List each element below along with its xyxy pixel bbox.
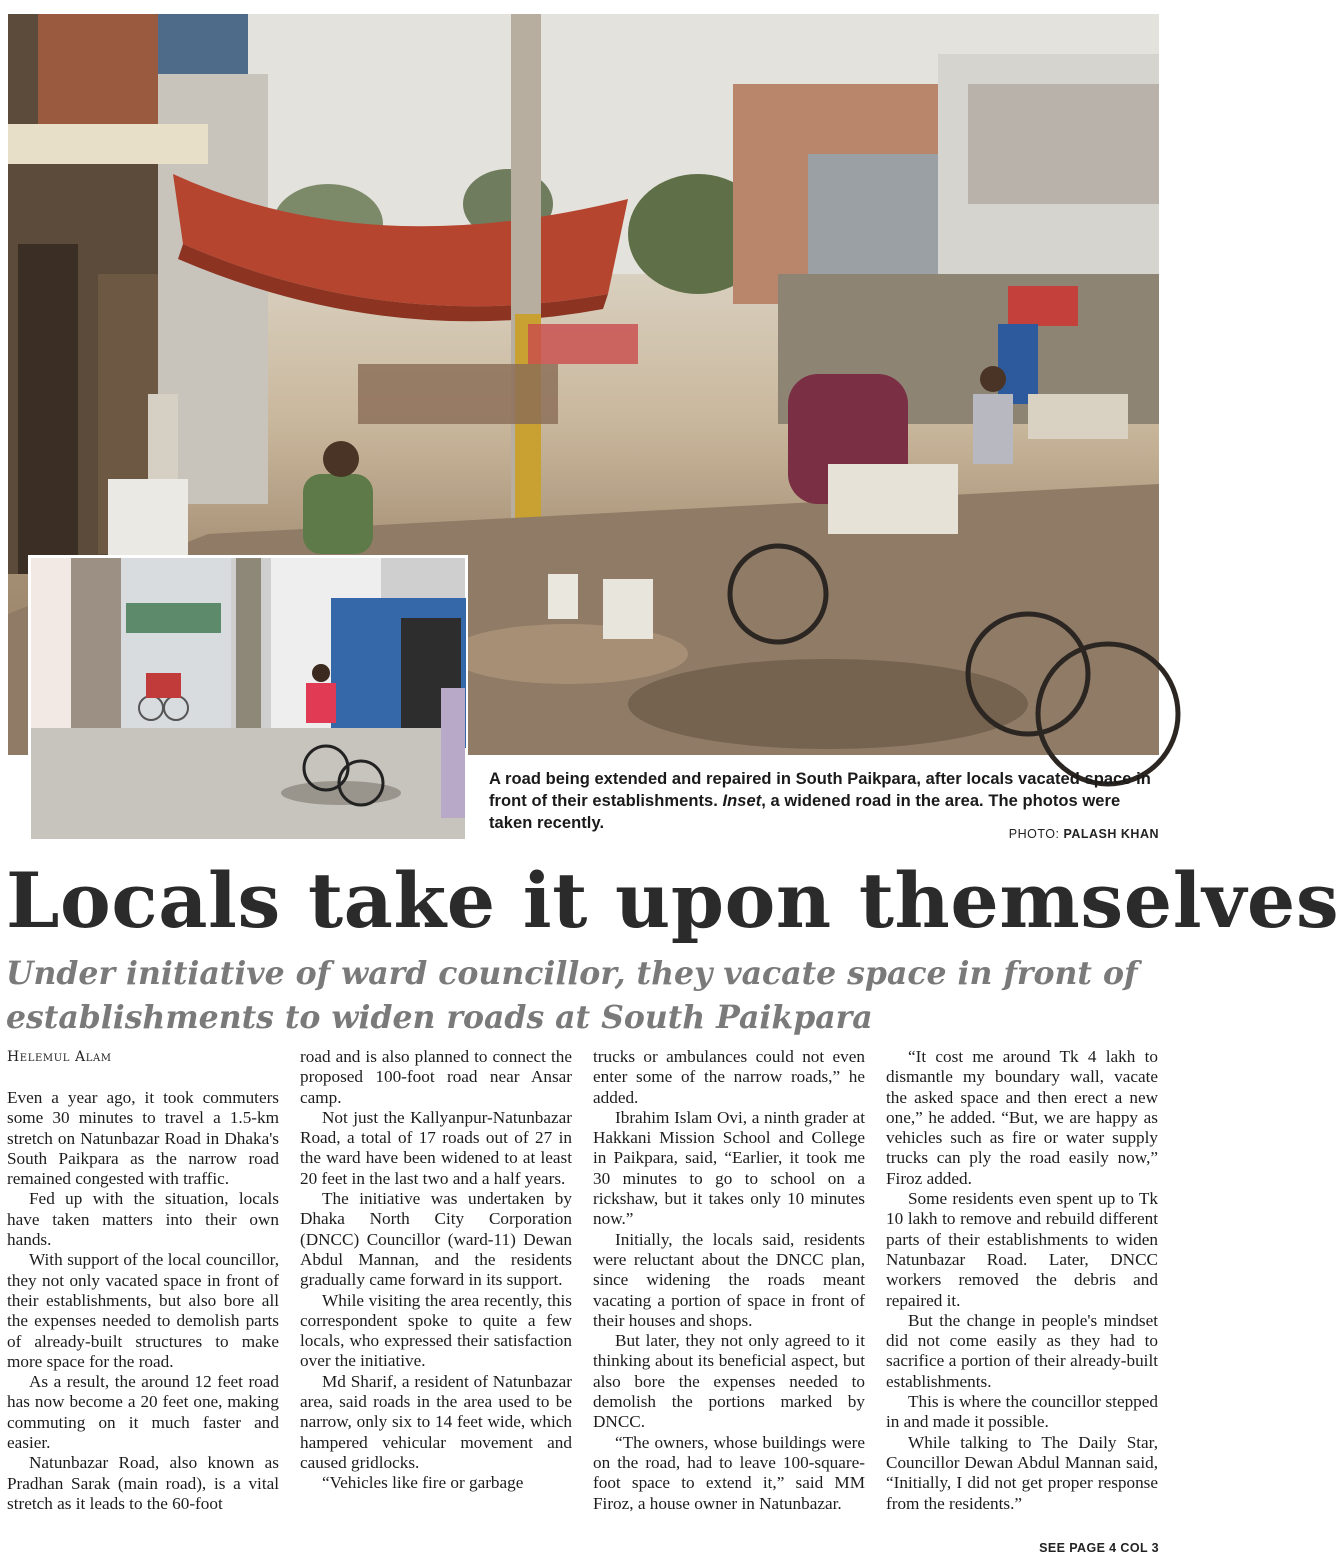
continued-jump-line: SEE PAGE 4 COL 3 xyxy=(1039,1541,1159,1555)
article-column-1 xyxy=(7,1088,279,1514)
paragraph: Fed up with the situation, locals have taken matters into their own hands. xyxy=(7,1189,279,1250)
article-column-4 xyxy=(886,1047,1158,1514)
paragraph: Initially, the locals said, residents were reluctant about the DNCC plan, since widening the roads meant vacating a portion of space in front of their houses and shops. xyxy=(593,1229,865,1330)
photo-caption xyxy=(489,768,1159,834)
paragraph: While visiting the area recently, this correspondent spoke to quite a few locals, who expressed their satisfaction over the initiative. xyxy=(300,1290,572,1371)
byline: Helemul Alam xyxy=(7,1049,112,1065)
paragraph: As a result, the around 12 feet road has now become a 20 feet one, making commuting on it much faster and easier. xyxy=(7,1372,279,1453)
caption-text-2: , a widened road in the area. The photos were taken recently. xyxy=(489,792,1121,832)
article-column-2 xyxy=(300,1047,572,1494)
paragraph: road and is also planned to connect the proposed 100-foot road near Ansar camp. xyxy=(300,1047,572,1107)
paragraph: The initiative was undertaken by Dhaka North City Corporation (DNCC) Councillor (ward-11) Dewan Abdul Mannan, and the residents gradually came forward in its support. xyxy=(300,1189,572,1290)
photo-credit-name: PALASH KHAN xyxy=(1063,827,1159,841)
paragraph: But the change in people's mindset did not come easily as they had to sacrifice a portion of their already-built establishments. xyxy=(886,1310,1158,1391)
caption-text-1: A road being extended and repaired in South Paikpara, after locals vacated space in front of their establishments. xyxy=(489,770,1151,810)
paragraph: While talking to The Daily Star, Councillor Dewan Abdul Mannan said, “Initially, I did not get proper response from the residents.” xyxy=(886,1432,1158,1513)
caption-inset-word: Inset xyxy=(722,792,762,810)
paragraph: Md Sharif, a resident of Natunbazar area, said roads in the area used to be narrow, only six to 14 feet wide, which hampered vehicular movement and caused gridlocks. xyxy=(300,1371,572,1472)
paragraph: “Vehicles like fire or garbage xyxy=(322,1473,524,1493)
inset-photo xyxy=(28,555,468,842)
paragraph: “The owners, whose buildings were on the road, had to leave 100-square-foot space to extend it,” said MM Firoz, a house owner in Natunbazar. xyxy=(593,1432,865,1513)
paragraph: Even a year ago, it took commuters some 30 minutes to travel a 1.5-km stretch on Natunbazar Road in Dhaka's South Paikpara as the narrow road remained congested with traffic. xyxy=(7,1088,279,1189)
paragraph: Ibrahim Islam Ovi, a ninth grader at Hakkani Mission School and College in Paikpara, said, “Earlier, it took me 30 minutes to go to school on a rickshaw, but it takes only 10 minutes now.” xyxy=(593,1107,865,1229)
paragraph: trucks or ambulances could not even enter some of the narrow roads,” he added. xyxy=(593,1047,865,1107)
paragraph: Some residents even spent up to Tk 10 lakh to remove and rebuild different parts of their establishments to widen Natunbazar Road. Later, DNCC workers removed the debris and repaired it. xyxy=(886,1189,1158,1310)
paragraph: With support of the local councillor, they not only vacated space in front of their establishments, but also bore all the expenses needed to demolish parts of already-built structures to make more space for the road. xyxy=(7,1250,279,1371)
paragraph: This is where the councillor stepped in and made it possible. xyxy=(886,1392,1158,1432)
paragraph: Natunbazar Road, also known as Pradhan Sarak (main road), is a vital stretch as it leads to the 60-foot xyxy=(7,1453,279,1513)
photo-credit-label: PHOTO: xyxy=(1008,827,1064,841)
paragraph: But later, they not only agreed to it thinking about its beneficial aspect, but also bore the expenses needed to demolish the portions marked by DNCC. xyxy=(593,1331,865,1432)
paragraph: “It cost me around Tk 4 lakh to dismantle my boundary wall, vacate the asked space and then erect a new one,” he added. “But, we are happy as vehicles such as fire or water supply trucks can ply the road easily now,” Firoz added. xyxy=(886,1047,1158,1188)
article-column-3 xyxy=(593,1047,865,1514)
paragraph: Not just the Kallyanpur-Natunbazar Road, a total of 17 roads out of 27 in the ward have been widened to at least 20 feet in the last two and a half years. xyxy=(300,1107,572,1188)
headline: Locals take it upon themselves xyxy=(6,856,1339,945)
subheadline: Under initiative of ward councillor, they vacate space in front of establishments to widen roads at South Paikpara xyxy=(6,955,1138,1036)
photo-credit xyxy=(1009,827,1159,841)
widened-road-photo xyxy=(31,558,465,839)
